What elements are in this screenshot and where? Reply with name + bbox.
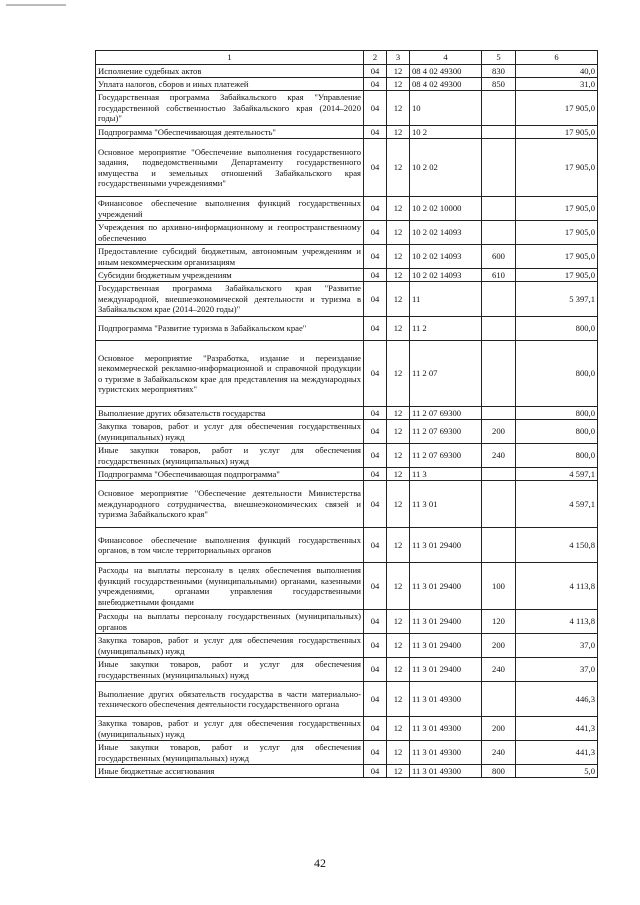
row-amount-cell: 17 905,0 — [516, 139, 598, 197]
row-expense-type-cell — [482, 282, 516, 317]
row-amount-cell: 800,0 — [516, 444, 598, 468]
row-expense-type-cell — [482, 341, 516, 407]
row-target-code-cell: 10 2 02 14093 — [410, 269, 482, 282]
row-name-cell: Иные закупки товаров, работ и услуг для обеспечения государственных (муниципальных) нужд — [96, 658, 364, 682]
row-amount-cell: 4 113,8 — [516, 563, 598, 610]
row-amount-cell: 40,0 — [516, 65, 598, 78]
row-expense-type-cell: 850 — [482, 78, 516, 91]
row-expense-type-cell: 800 — [482, 765, 516, 778]
row-amount-cell: 4 597,1 — [516, 481, 598, 528]
row-subsection-cell: 12 — [387, 420, 410, 444]
row-section-cell: 04 — [364, 634, 387, 658]
row-amount-cell: 800,0 — [516, 420, 598, 444]
row-target-code-cell: 11 3 — [410, 468, 482, 481]
row-amount-cell: 446,3 — [516, 682, 598, 717]
row-section-cell: 04 — [364, 407, 387, 420]
row-amount-cell: 800,0 — [516, 317, 598, 341]
row-name-cell: Расходы на выплаты персоналу в целях обеспечения выполнения функций государственными (муниципальными) органами, казенными учреждениями, органами управления государственными внебюджетными фондами — [96, 563, 364, 610]
row-expense-type-cell — [482, 221, 516, 245]
table-row — [96, 563, 598, 610]
row-subsection-cell: 12 — [387, 741, 410, 765]
row-section-cell: 04 — [364, 528, 387, 563]
row-name-cell: Расходы на выплаты персоналу государственных (муниципальных) органов — [96, 610, 364, 634]
row-target-code-cell: 11 2 — [410, 317, 482, 341]
row-subsection-cell: 12 — [387, 91, 410, 126]
row-name-cell: Предоставление субсидий бюджетным, автономным учреждениям и иным некоммерческим организациям — [96, 245, 364, 269]
row-name-cell: Выполнение других обязательств государства в части материально-технического обеспечения деятельности государственного органа — [96, 682, 364, 717]
row-subsection-cell: 12 — [387, 139, 410, 197]
table-body — [96, 65, 598, 778]
row-expense-type-cell: 120 — [482, 610, 516, 634]
row-expense-type-cell: 240 — [482, 658, 516, 682]
row-target-code-cell: 08 4 02 49300 — [410, 65, 482, 78]
row-name-cell: Основное мероприятие "Обеспечение деятельности Министерства международного сотрудничества, внешнеэкономических связей и туризма Забайкальского края" — [96, 481, 364, 528]
row-expense-type-cell: 100 — [482, 563, 516, 610]
row-subsection-cell: 12 — [387, 282, 410, 317]
row-subsection-cell: 12 — [387, 444, 410, 468]
row-subsection-cell: 12 — [387, 717, 410, 741]
row-section-cell: 04 — [364, 282, 387, 317]
row-name-cell: Основное мероприятие "Разработка, издание и переиздание некоммерческой рекламно-информационной и справочной продукции о туризме в Забайкальском крае для представления на международных туристских мероприятиях" — [96, 341, 364, 407]
row-name-cell: Подпрограмма "Обеспечивающая подпрограмма" — [96, 468, 364, 481]
row-name-cell: Основное мероприятие "Обеспечение выполнения государственного задания, подведомственными Департаменту государственного имущества и земельных отношений Забайкальского края государственными учреждениями" — [96, 139, 364, 197]
row-target-code-cell: 11 2 07 69300 — [410, 444, 482, 468]
table-row — [96, 78, 598, 91]
table-row — [96, 269, 598, 282]
row-target-code-cell: 10 2 02 14093 — [410, 245, 482, 269]
row-expense-type-cell — [482, 528, 516, 563]
row-name-cell: Иные закупки товаров, работ и услуг для обеспечения государственных (муниципальных) нужд — [96, 741, 364, 765]
row-target-code-cell: 10 — [410, 91, 482, 126]
row-section-cell: 04 — [364, 765, 387, 778]
row-section-cell: 04 — [364, 420, 387, 444]
table-row — [96, 420, 598, 444]
row-target-code-cell: 11 2 07 — [410, 341, 482, 407]
table-row — [96, 528, 598, 563]
row-amount-cell: 5 397,1 — [516, 282, 598, 317]
row-section-cell: 04 — [364, 91, 387, 126]
row-amount-cell: 441,3 — [516, 717, 598, 741]
row-target-code-cell: 11 2 07 69300 — [410, 407, 482, 420]
row-name-cell: Уплата налогов, сборов и иных платежей — [96, 78, 364, 91]
table-row — [96, 444, 598, 468]
row-target-code-cell: 11 3 01 29400 — [410, 658, 482, 682]
table-row — [96, 717, 598, 741]
row-expense-type-cell: 200 — [482, 717, 516, 741]
row-name-cell: Закупка товаров, работ и услуг для обеспечения государственных (муниципальных) нужд — [96, 420, 364, 444]
row-section-cell: 04 — [364, 610, 387, 634]
row-section-cell: 04 — [364, 682, 387, 717]
row-name-cell: Учреждения по архивно-информационному и геопространственному обеспечению — [96, 221, 364, 245]
header-cell: 4 — [410, 51, 482, 65]
table-row — [96, 634, 598, 658]
row-subsection-cell: 12 — [387, 78, 410, 91]
row-name-cell: Иные бюджетные ассигнования — [96, 765, 364, 778]
row-amount-cell: 37,0 — [516, 634, 598, 658]
header-row — [96, 51, 598, 65]
table-row — [96, 741, 598, 765]
row-section-cell: 04 — [364, 78, 387, 91]
row-amount-cell: 17 905,0 — [516, 126, 598, 139]
row-expense-type-cell — [482, 139, 516, 197]
row-amount-cell: 17 905,0 — [516, 269, 598, 282]
row-name-cell: Финансовое обеспечение выполнения функций государственных учреждений — [96, 197, 364, 221]
row-subsection-cell: 12 — [387, 269, 410, 282]
row-amount-cell: 441,3 — [516, 741, 598, 765]
row-target-code-cell: 11 3 01 29400 — [410, 610, 482, 634]
table-row — [96, 282, 598, 317]
row-amount-cell: 17 905,0 — [516, 197, 598, 221]
row-target-code-cell: 10 2 02 10000 — [410, 197, 482, 221]
row-name-cell: Государственная программа Забайкальского края "Управление государственной собственностью Забайкальского края (2014–2020 годы)" — [96, 91, 364, 126]
row-name-cell: Иные закупки товаров, работ и услуг для обеспечения государственных (муниципальных) нужд — [96, 444, 364, 468]
scan-edge-mark — [6, 4, 66, 6]
row-expense-type-cell — [482, 468, 516, 481]
row-subsection-cell: 12 — [387, 341, 410, 407]
row-name-cell: Выполнение других обязательств государства — [96, 407, 364, 420]
row-name-cell: Закупка товаров, работ и услуг для обеспечения государственных (муниципальных) нужд — [96, 634, 364, 658]
row-amount-cell: 37,0 — [516, 658, 598, 682]
header-cell: 3 — [387, 51, 410, 65]
row-expense-type-cell — [482, 407, 516, 420]
row-name-cell: Подпрограмма "Развитие туризма в Забайкальском крае" — [96, 317, 364, 341]
row-expense-type-cell: 200 — [482, 420, 516, 444]
row-section-cell: 04 — [364, 126, 387, 139]
row-expense-type-cell — [482, 481, 516, 528]
row-amount-cell: 17 905,0 — [516, 91, 598, 126]
table-row — [96, 407, 598, 420]
table-row — [96, 317, 598, 341]
row-target-code-cell: 10 2 — [410, 126, 482, 139]
row-section-cell: 04 — [364, 341, 387, 407]
row-amount-cell: 4 150,8 — [516, 528, 598, 563]
row-amount-cell: 800,0 — [516, 407, 598, 420]
table-row — [96, 341, 598, 407]
row-subsection-cell: 12 — [387, 126, 410, 139]
table-row — [96, 91, 598, 126]
budget-table — [95, 50, 598, 778]
row-expense-type-cell: 610 — [482, 269, 516, 282]
row-subsection-cell: 12 — [387, 528, 410, 563]
row-amount-cell: 4 113,8 — [516, 610, 598, 634]
row-target-code-cell: 11 3 01 49300 — [410, 682, 482, 717]
row-target-code-cell: 10 2 02 14093 — [410, 221, 482, 245]
row-subsection-cell: 12 — [387, 65, 410, 78]
row-target-code-cell: 08 4 02 49300 — [410, 78, 482, 91]
row-target-code-cell: 11 3 01 49300 — [410, 741, 482, 765]
row-subsection-cell: 12 — [387, 317, 410, 341]
row-subsection-cell: 12 — [387, 563, 410, 610]
row-expense-type-cell — [482, 197, 516, 221]
row-section-cell: 04 — [364, 245, 387, 269]
row-section-cell: 04 — [364, 741, 387, 765]
table-row — [96, 468, 598, 481]
row-name-cell: Закупка товаров, работ и услуг для обеспечения государственных (муниципальных) нужд — [96, 717, 364, 741]
row-target-code-cell: 11 2 07 69300 — [410, 420, 482, 444]
row-target-code-cell: 11 3 01 49300 — [410, 717, 482, 741]
row-target-code-cell: 11 3 01 29400 — [410, 528, 482, 563]
row-expense-type-cell: 200 — [482, 634, 516, 658]
page-number: 42 — [314, 856, 326, 870]
row-amount-cell: 5,0 — [516, 765, 598, 778]
row-subsection-cell: 12 — [387, 197, 410, 221]
row-expense-type-cell: 600 — [482, 245, 516, 269]
row-subsection-cell: 12 — [387, 634, 410, 658]
row-amount-cell: 17 905,0 — [516, 221, 598, 245]
row-subsection-cell: 12 — [387, 610, 410, 634]
row-section-cell: 04 — [364, 563, 387, 610]
row-subsection-cell: 12 — [387, 682, 410, 717]
row-name-cell: Государственная программа Забайкальского края "Развитие международной, внешнеэкономической деятельности и туризма в Забайкальском крае (2014–2020 годы)" — [96, 282, 364, 317]
table-row — [96, 197, 598, 221]
header-cell: 1 — [96, 51, 364, 65]
row-amount-cell: 4 597,1 — [516, 468, 598, 481]
row-subsection-cell: 12 — [387, 468, 410, 481]
header-cell: 6 — [516, 51, 598, 65]
row-target-code-cell: 11 — [410, 282, 482, 317]
row-section-cell: 04 — [364, 444, 387, 468]
table-row — [96, 682, 598, 717]
table-row — [96, 221, 598, 245]
row-target-code-cell: 11 3 01 — [410, 481, 482, 528]
row-section-cell: 04 — [364, 658, 387, 682]
row-amount-cell: 800,0 — [516, 341, 598, 407]
row-section-cell: 04 — [364, 717, 387, 741]
row-section-cell: 04 — [364, 221, 387, 245]
row-target-code-cell: 11 3 01 29400 — [410, 634, 482, 658]
header-cell: 2 — [364, 51, 387, 65]
row-section-cell: 04 — [364, 269, 387, 282]
row-expense-type-cell: 240 — [482, 444, 516, 468]
row-expense-type-cell — [482, 682, 516, 717]
row-target-code-cell: 11 3 01 29400 — [410, 563, 482, 610]
row-name-cell: Подпрограмма "Обеспечивающая деятельность" — [96, 126, 364, 139]
row-section-cell: 04 — [364, 317, 387, 341]
row-section-cell: 04 — [364, 139, 387, 197]
row-subsection-cell: 12 — [387, 658, 410, 682]
row-subsection-cell: 12 — [387, 407, 410, 420]
row-section-cell: 04 — [364, 197, 387, 221]
row-target-code-cell: 10 2 02 — [410, 139, 482, 197]
row-expense-type-cell — [482, 91, 516, 126]
row-subsection-cell: 12 — [387, 245, 410, 269]
row-expense-type-cell: 830 — [482, 65, 516, 78]
table-row — [96, 610, 598, 634]
row-subsection-cell: 12 — [387, 765, 410, 778]
row-section-cell: 04 — [364, 468, 387, 481]
table-row — [96, 658, 598, 682]
row-expense-type-cell — [482, 126, 516, 139]
row-name-cell: Исполнение судебных актов — [96, 65, 364, 78]
table-row — [96, 139, 598, 197]
header-cell: 5 — [482, 51, 516, 65]
table-row — [96, 765, 598, 778]
row-subsection-cell: 12 — [387, 221, 410, 245]
table-row — [96, 245, 598, 269]
row-expense-type-cell — [482, 317, 516, 341]
row-name-cell: Субсидии бюджетным учреждениям — [96, 269, 364, 282]
row-amount-cell: 17 905,0 — [516, 245, 598, 269]
table-row — [96, 126, 598, 139]
row-name-cell: Финансовое обеспечение выполнения функций государственных органов, в том числе территориальных органов — [96, 528, 364, 563]
row-target-code-cell: 11 3 01 49300 — [410, 765, 482, 778]
row-section-cell: 04 — [364, 481, 387, 528]
table-row — [96, 481, 598, 528]
row-expense-type-cell: 240 — [482, 741, 516, 765]
row-section-cell: 04 — [364, 65, 387, 78]
table-row — [96, 65, 598, 78]
row-subsection-cell: 12 — [387, 481, 410, 528]
row-amount-cell: 31,0 — [516, 78, 598, 91]
